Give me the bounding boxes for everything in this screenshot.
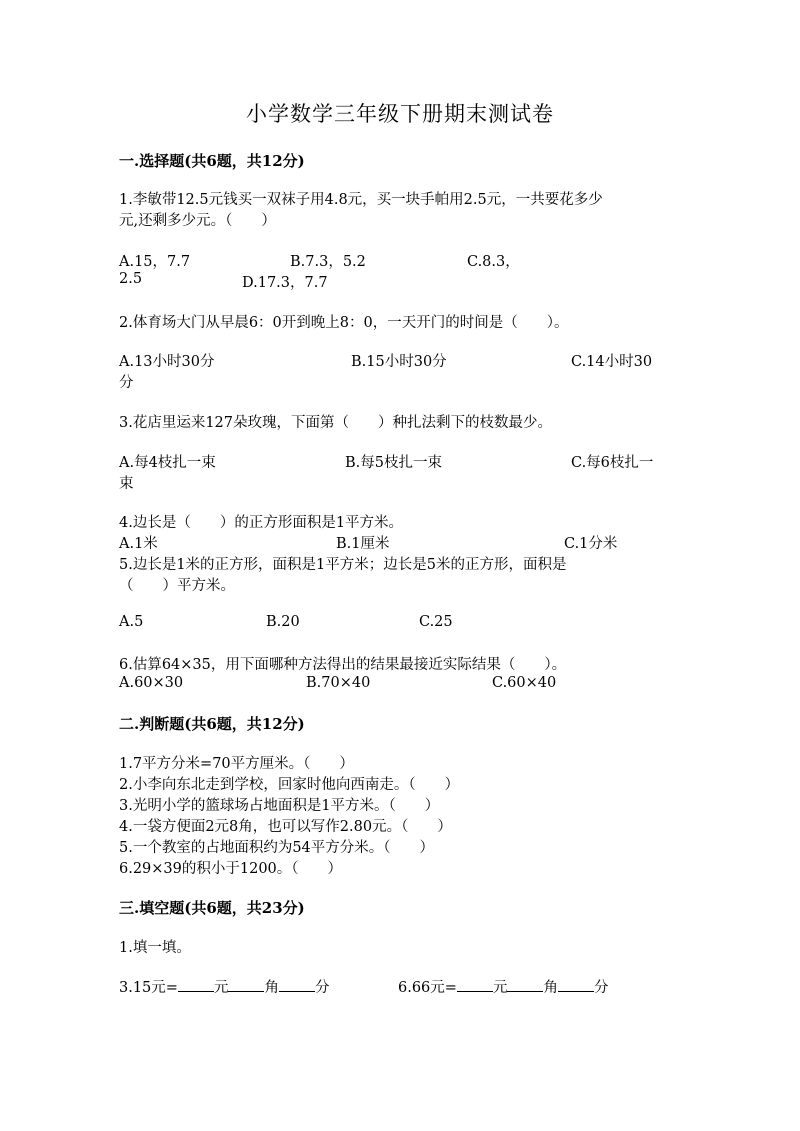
option-c-wrap: 2.5: [119, 271, 143, 287]
option-b[interactable]: B.7.3，5.2: [290, 254, 366, 270]
blank-yuan[interactable]: [457, 979, 493, 992]
unit-fen: 分: [593, 980, 609, 996]
option-a[interactable]: A.1米: [119, 536, 158, 552]
option-b[interactable]: B.15小时30分: [351, 354, 447, 370]
unit-yuan: 元: [213, 980, 229, 996]
fill-value: 3.15元=: [119, 980, 178, 996]
judge-item: 2.小李向东北走到学校，回家时他向西南走。（ ）: [119, 777, 460, 793]
judge-item: 5.一个教室的占地面积约为54平方分米。（ ）: [119, 840, 435, 856]
unit-jiao: 角: [543, 980, 558, 996]
question-text: 1.李敏带12.5元钱买一双袜子用4.8元，买一块手帕用2.5元，一共要花多少: [119, 192, 603, 208]
judge-item: 4.一袋方便面2元8角，也可以写作2.80元。（ ）: [119, 819, 452, 835]
fill-value: 6.66元=: [398, 980, 457, 996]
question-text: 5.边长是1米的正方形，面积是1平方米；边长是5米的正方形，面积是: [119, 557, 567, 573]
question-text: 6.估算64×35，用下面哪种方法得出的结果最接近实际结果（ ）。: [119, 657, 567, 673]
option-c[interactable]: C.25: [419, 614, 453, 630]
question-text: （ ）平方米。: [119, 578, 235, 594]
option-b[interactable]: B.1厘米: [336, 536, 390, 552]
question-text: 2.体育场大门从早晨6：0开到晚上8：0，一天开门的时间是（ ）。: [119, 315, 569, 331]
section-header-choice: 一.选择题(共6题，共12分): [119, 152, 305, 170]
judge-item: 3.光明小学的篮球场占地面积是1平方米。（ ）: [119, 798, 440, 814]
question-text: 元,还剩多少元。（ ）: [119, 213, 276, 229]
fill-item-2: [398, 976, 608, 997]
option-c[interactable]: C.8.3，: [467, 254, 520, 270]
blank-fen[interactable]: [279, 979, 315, 992]
option-c-wrap: 束: [119, 476, 134, 492]
option-a[interactable]: A.5: [119, 614, 144, 630]
option-b[interactable]: B.20: [266, 614, 300, 630]
question-text: 1.填一填。: [119, 940, 191, 956]
option-c[interactable]: C.每6枝扎一: [571, 455, 654, 471]
judge-item: 6.29×39的积小于1200。（ ）: [119, 861, 343, 877]
question-text: 4.边长是（ ）的正方形面积是1平方米。: [119, 515, 404, 531]
fill-item-1: [119, 976, 329, 997]
option-a[interactable]: A.15，7.7: [119, 254, 191, 270]
option-c[interactable]: C.14小时30: [571, 354, 653, 370]
unit-fen: 分: [314, 980, 330, 996]
blank-jiao[interactable]: [228, 979, 264, 992]
blank-yuan[interactable]: [178, 979, 214, 992]
option-c-wrap: 分: [119, 375, 134, 391]
option-b[interactable]: B.70×40: [306, 675, 371, 691]
option-c[interactable]: C.60×40: [492, 675, 557, 691]
option-b[interactable]: B.每5枝扎一束: [345, 455, 442, 471]
option-a[interactable]: A.60×30: [119, 675, 184, 691]
page-title: 小学数学三年级下册期末测试卷: [246, 102, 554, 126]
unit-jiao: 角: [264, 980, 279, 996]
unit-yuan: 元: [492, 980, 508, 996]
question-text: 3.花店里运来127朵玫瑰，下面第（ ）种扎法剩下的枝数最少。: [119, 415, 553, 431]
section-header-judge: 二.判断题(共6题，共12分): [119, 715, 305, 733]
option-a[interactable]: A.每4枝扎一束: [119, 455, 216, 471]
judge-item: 1.7平方分米=70平方厘米。（ ）: [119, 756, 354, 772]
section-header-fill: 三.填空题(共6题，共23分): [119, 899, 305, 917]
blank-jiao[interactable]: [507, 979, 543, 992]
option-a[interactable]: A.13小时30分: [119, 354, 215, 370]
option-c[interactable]: C.1分米: [564, 536, 618, 552]
option-d[interactable]: D.17.3，7.7: [242, 275, 328, 291]
blank-fen[interactable]: [558, 979, 594, 992]
